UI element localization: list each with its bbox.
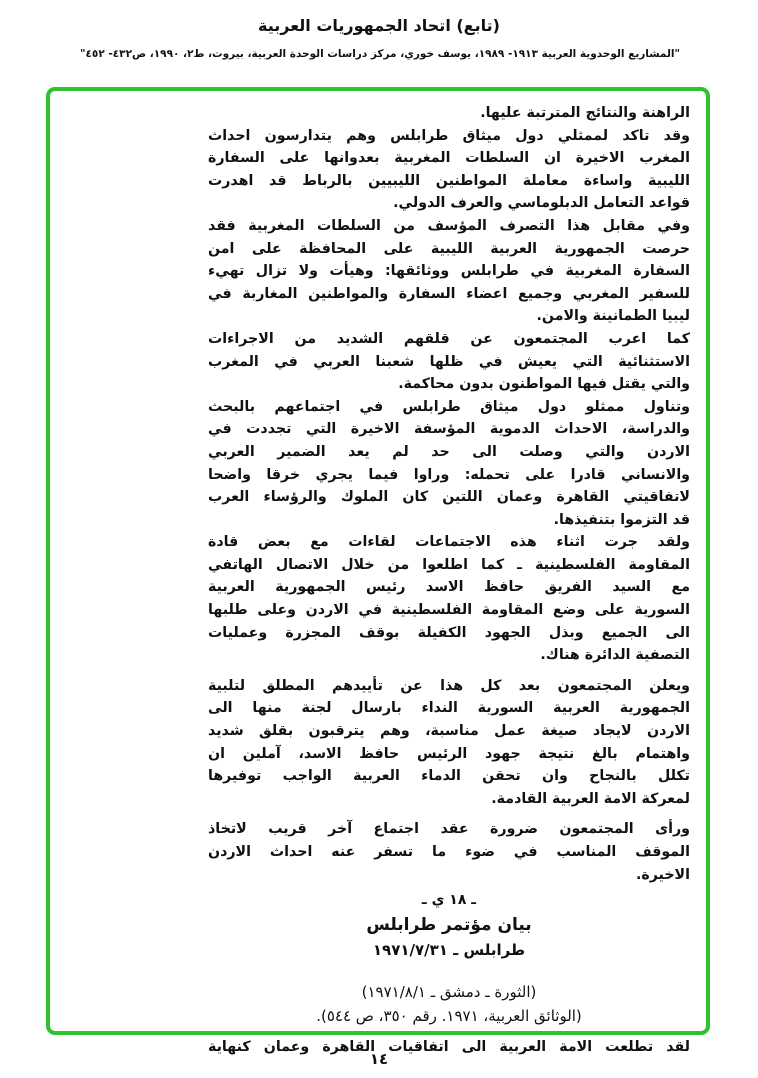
text-line: الاستثنائية التي يعيش في ظلها شعبنا العربي في المغرب — [208, 353, 690, 370]
paragraph — [208, 531, 690, 667]
text-line: لاتفاقيتي القاهرة وعمان اللتين كان الملوك والرؤساء العرب — [208, 489, 690, 506]
text-line: المقاومة الفلسطينية ـ كما اطلعوا من خلال الاتصال الهاتفي — [208, 556, 690, 573]
text-line: التصفية الدائرة هناك. — [540, 647, 690, 664]
page-number: ١٤ — [369, 1050, 389, 1068]
text-column — [208, 102, 690, 1059]
text-line: ويعلن المجتمعون بعد كل هذا عن تأييدهم المطلق لتلبية — [208, 677, 690, 694]
paragraph — [208, 396, 690, 532]
text-line: السفارة المغربية في طرابلس ووثائقها: وهيأت ولا تزال تهيء — [208, 263, 690, 280]
text-line: واهتمام بالغ نتيجة جهود الرئيس حافظ الاسد، آملين ان — [208, 745, 690, 762]
paragraph — [208, 675, 690, 811]
paragraph — [208, 125, 690, 215]
text-line: الجمهورية العربية السورية النداء بارسال لجنة منها الى — [208, 700, 690, 717]
text-line: ولقد جرت اثناء هذه الاجتماعات لقاءات مع بعض قادة — [208, 534, 690, 551]
text-line: ليبيا الطمانينة والامن. — [536, 308, 690, 325]
text-line: تكلل بالنجاح وان تحقن الدماء العربية الواجب توفيرها — [208, 768, 690, 785]
header-title: (تابع) اتحاد الجمهوريات العربية — [258, 16, 500, 35]
text-line: لمعركة الامة العربية القادمة. — [491, 790, 690, 807]
document-place-date: طرابلس ـ ١٩٧١/٧/٣١ — [372, 941, 526, 960]
text-line: الموقف المناسب في ضوء ما تسفر عنه احداث الاردن — [208, 844, 690, 860]
text-line: ورأى المجتمعون ضرورة عقد اجتماع آخر قريب لاتخاذ — [208, 821, 690, 838]
continuation-line: لقد تطلعت الامة العربية الى اتفاقيات القاهرة وعمان كنهاية — [208, 1039, 690, 1056]
text-line: الى الجميع وبذل الجهود الكفيلة بوقف المجزرة وعمليات — [208, 624, 690, 641]
text-line: الاخيرة. — [635, 866, 690, 883]
source-citation-1: (الثورة ـ دمشق ـ ١٩٧١/٨/١) — [361, 983, 537, 1002]
text-line: المغرب الاخيرة ان السلطات المغربية بعدوانها على السفارة — [208, 150, 690, 167]
text-line: وتناول ممثلو دول ميثاق طرابلس في اجتماعهم بالبحث — [208, 398, 690, 415]
text-line: السورية على وضع المقاومة الفلسطينية في الاردن وعلى طلبها — [208, 602, 690, 619]
text-line: وقد تاكد لممثلي دول ميثاق طرابلس وهم يتدارسون احداث — [208, 127, 690, 144]
document-number: ـ ١٨ ي ـ — [421, 892, 477, 909]
text-line: للسفير المغربي وجميع اعضاء السفارة والمواطنين المغاربة في — [208, 285, 690, 302]
text-line: قواعد التعامل الدبلوماسي والعرف الدولي. — [393, 195, 690, 212]
text-line: والانساني قادرا على تحمله: وراوا فيما يجري خرقا واضحا — [208, 466, 690, 483]
paragraph — [208, 328, 690, 396]
document-title: بيان مؤتمر طرابلس — [366, 915, 532, 936]
text-line: الراهنة والنتائج المترتبة عليها. — [480, 105, 690, 121]
text-line: قد التزموا بتنفيذها. — [553, 511, 690, 528]
paragraph — [208, 818, 690, 886]
text-line: الليبية واساءة معاملة المواطنين الليبيين بالرباط قد اهدرت — [208, 172, 690, 189]
text-line: حرصت الجمهورية العربية الليبية على المحافظة على امن — [208, 240, 690, 257]
text-line: والتي يقتل فيها المواطنون بدون محاكمة. — [398, 376, 690, 393]
source-citation-2: (الوثائق العربية، ١٩٧١. رقم ٣٥٠، ص ٥٤٤). — [316, 1007, 582, 1026]
text-line: وفي مقابل هذا التصرف المؤسف من السلطات المغربية فقد — [208, 217, 690, 234]
text-line: الاردن والتي وصلت الى حد لم يعد الضمير العربي — [208, 443, 690, 460]
body-text — [208, 102, 690, 886]
text-line: والدراسة، الاحداث الدموية المؤسفة الاخيرة التي تجددت في — [208, 421, 690, 438]
paragraph — [208, 102, 690, 125]
text-line: كما اعرب المجتمعون عن قلقهم الشديد من الاجراءات — [208, 330, 690, 347]
header-citation: "المشاريع الوحدوية العربية ١٩١٣- ١٩٨٩، يوسف خوري، مركز دراسات الوحدة العربية، بيروت، ط٢، ١٩٩٠، ص٤٣٢- ٤٥٢" — [80, 48, 680, 60]
paragraph — [208, 215, 690, 328]
text-line: الاردن لايجاد صيغة عمل مناسبة، وهم يترقبون بقلق شديد — [208, 723, 690, 740]
text-line: مع السيد الفريق حافظ الاسد رئيس الجمهورية العربية — [208, 579, 690, 596]
